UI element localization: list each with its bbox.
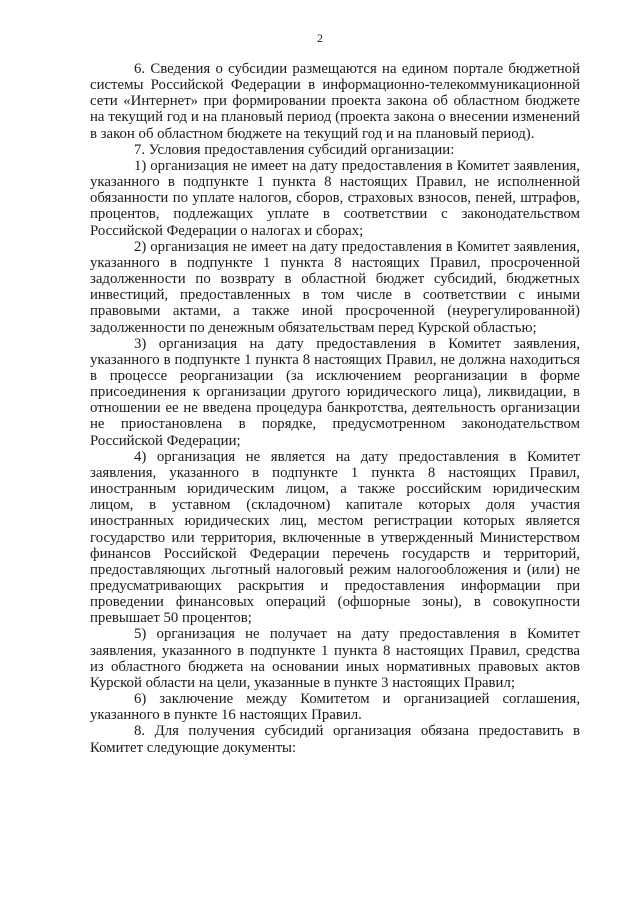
paragraph-7-1-no-tax-debt: 1) организация не имеет на дату предоставления в Комитет заявления, указанного в подпункте 1 пункта 8 настоящих Правил, не исполненной обязанности по уплате налогов, сборов, страховых взносов, пеней, штрафов, процентов, подлежащих уплате в соответствии с законодательством Российской Федерации о налогах и сборах;: [90, 157, 580, 239]
paragraph-7-4-not-foreign-entity: 4) организация не является на дату предоставления в Комитет заявления, указанного в подпункте 1 пункта 8 настоящих Правил, иностранным юридическим лицом, а также российским юридическим лицом, в уставном (складочном) капитале которых доля участия иностранных юридических лиц, местом регистрации которых является государство или территория, включенные в утвержденный Министерством финансов Российской Федерации перечень государств и территорий, предоставляющих льготный налоговый режим налогообложения и (или) не предусматривающих раскрытия и предоставления информации при проведении финансовых операций (офшорные зоны), в совокупности превышает 50 процентов;: [90, 448, 580, 627]
paragraph-7-conditions-heading: 7. Условия предоставления субсидий организации:: [134, 141, 455, 158]
document-body: [90, 61, 580, 756]
paragraph-7-3-no-reorganization: 3) организация на дату предоставления в Комитет заявления, указанного в подпункте 1 пункта 8 настоящих Правил, не должна находиться в процессе реорганизации (за исключением реорганизации в форме присоединения к организации другого юридического лица), ликвидации, в отношении ее не введена процедура банкротства, деятельность организации не приостановлена в порядке, предусмотренном законодательством Российской Федерации;: [90, 335, 580, 449]
paragraph-7-6-agreement: 6) заключение между Комитетом и организацией соглашения, указанного в пункте 16 настоящих Правил.: [90, 691, 580, 724]
page-number: 2: [317, 31, 323, 45]
paragraph-7-2-no-overdue-debt: 2) организация не имеет на дату предоставления в Комитет заявления, указанного в подпункте 1 пункта 8 настоящих Правил, просроченной задолженности по возврату в областной бюджет субсидий, бюджетных инвестиций, предоставленных в том числе в соответствии с иными правовыми актами, а также иной просроченной (неурегулированной) задолженности по денежным обязательствам перед Курской областью;: [90, 238, 580, 336]
paragraph-8-documents: 8. Для получения субсидий организация обязана предоставить в Комитет следующие документы:: [90, 723, 580, 756]
paragraph-6-subsidy-info: 6. Сведения о субсидии размещаются на едином портале бюджетной системы Российской Федерации в информационно-телекоммуникационной сети «Интернет» при формировании проекта закона об областном бюджете на текущий год и на плановый период (проекта закона о внесении изменений в закон об областном бюджете на текущий год и на плановый период).: [90, 61, 580, 142]
paragraph-7-5-no-other-funding: 5) организация не получает на дату предоставления в Комитет заявления, указанного в подпункте 1 пункта 8 настоящих Правил, средства из областного бюджета на основании иных нормативных правовых актов Курской области на цели, указанные в пункте 3 настоящих Правил;: [90, 626, 580, 691]
